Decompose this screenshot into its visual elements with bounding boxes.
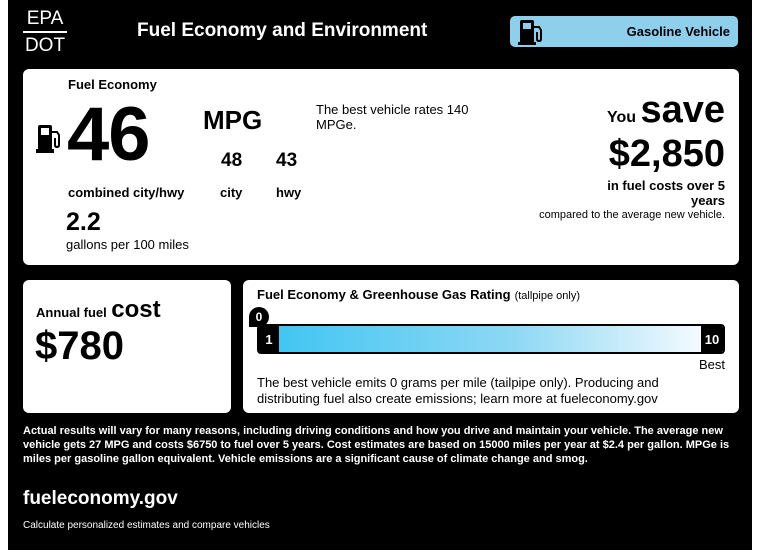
savings-years-text: in fuel costs over 5 years [607, 178, 725, 208]
city-mpg-value: 48 [221, 150, 243, 171]
rating-scale-bar [257, 324, 725, 354]
save-text: save [640, 89, 725, 131]
rating-heading-text: Fuel Economy & Greenhouse Gas Rating [257, 287, 511, 302]
combined-label: combined city/hwy [68, 185, 185, 200]
tagline-text: Calculate personalized estimates and compare vehicles [23, 520, 270, 531]
scale-low: 1 [259, 326, 279, 352]
disclaimer-text: Actual results will vary for many reasons, including driving conditions and how you drive and maintain your vehicle. The average new vehicle gets 27 MPG and costs $6750 to fuel over 5 years. Cost estimates are based on 15000 miles per year at $2.4 per gallon. MPGe is miles per gasoline gallon equivalent. Vehicle emissions are a significant cause of climate change and smog. [23, 425, 730, 465]
city-label: city [220, 185, 243, 200]
you-text: You [606, 109, 636, 126]
epa-text: EPA [26, 8, 64, 29]
best-vehicle-note: The best vehicle rates 140 MPGe. [316, 102, 469, 132]
ghg-rating-panel [243, 280, 739, 413]
tailpipe-text: (tallpipe only) [514, 290, 580, 302]
annual-cost-panel [23, 280, 231, 413]
epa-dot-logo [23, 9, 67, 55]
vehicle-type-badge [510, 16, 738, 47]
dot-text: DOT [24, 35, 66, 56]
logo-divider [23, 31, 67, 33]
mpg-unit: MPG [203, 105, 263, 135]
hwy-label: hwy [276, 185, 302, 200]
annual-fuel-text: Annual fuel [36, 305, 107, 320]
rating-note: The best vehicle emits 0 grams per mile (tailpipe only). Producing and distributing fuel also create emissions; learn more at fueleconomy.gov [257, 375, 659, 407]
gallons-per-100-label: gallons per 100 miles [66, 237, 189, 252]
hwy-mpg-value: 43 [276, 150, 298, 171]
label-title: Fuel Economy and Environment [137, 20, 428, 41]
savings-compare-text: compared to the average new vehicle. [539, 209, 725, 221]
fuel-economy-panel [23, 69, 739, 265]
rating-heading [257, 287, 580, 302]
fueleconomy-link[interactable]: fueleconomy.gov [23, 488, 178, 509]
cost-text: cost [111, 296, 161, 323]
annual-cost-label [36, 296, 161, 324]
savings-amount: $2,850 [608, 133, 725, 175]
fuel-economy-heading: Fuel Economy [68, 77, 157, 92]
savings-heading [475, 89, 725, 132]
scale-high: 10 [701, 326, 723, 352]
fuel-pump-icon [516, 18, 548, 46]
best-label: Best [698, 357, 725, 372]
combined-mpg-value: 46 [67, 92, 150, 177]
annual-cost-amount: $780 [35, 324, 124, 368]
fuel-pump-icon [35, 122, 65, 154]
vehicle-type-text: Gasoline Vehicle [626, 24, 730, 39]
gallons-per-100-value: 2.2 [66, 208, 101, 236]
rating-marker: 0 [249, 307, 269, 327]
